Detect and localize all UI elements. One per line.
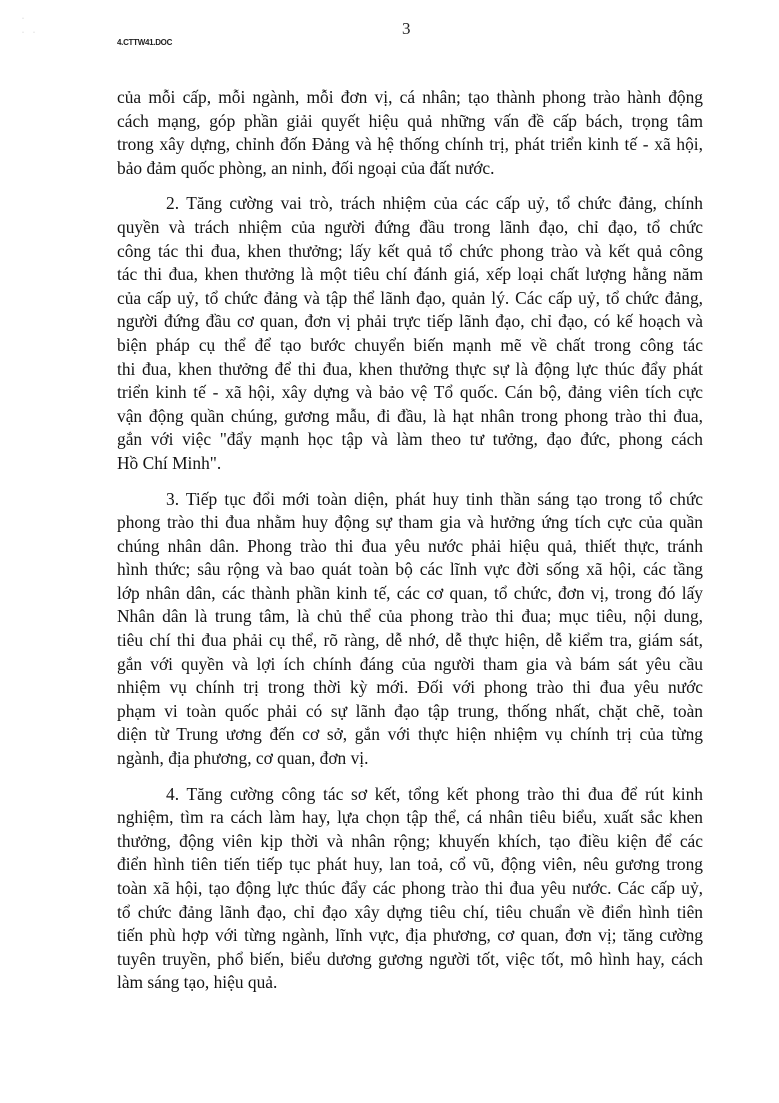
text-line-content: điển hình tiên tiến tiếp tục phát huy, lan toả, cổ vũ, động viên, nêu gương trong — [117, 854, 703, 875]
text-line-content: 3. Tiếp tục đổi mới toàn diện, phát huy tinh thần sáng tạo trong tổ chức — [166, 488, 703, 509]
text-line-content: công tác thi đua, khen thưởng; lấy kết quả tổ chức phong trào và kết quả công — [117, 240, 703, 261]
text-line — [117, 263, 703, 287]
scan-specks: · · · — [22, 16, 35, 36]
text-line-content: toàn xã hội, tạo động lực thúc đẩy các phong trào thi đua yêu nước. Các cấp uỷ, — [117, 878, 703, 898]
text-line-content: quyền và trách nhiệm của người đứng đầu trong lãnh đạo, chỉ đạo, tổ chức — [117, 216, 703, 237]
text-line-content: Hồ Chí Minh". — [117, 452, 222, 473]
text-line — [117, 558, 703, 582]
text-line-content: nghiệm, tìm ra cách làm hay, lựa chọn tập thể, cá nhân tiêu biểu, xuất sắc khen — [117, 807, 703, 828]
text-line-content: phong trào thi đua nhằm huy động sự tham gia và hưởng ứng tích cực của quần — [117, 512, 703, 533]
text-line — [117, 783, 703, 807]
text-line-content: làm sáng tạo, hiệu quả. — [117, 972, 278, 993]
text-line-content: gắn với quyền và lợi ích chính đáng của người tham gia và bám sát yêu cầu — [117, 653, 703, 674]
text-line-content: chúng nhân dân. Phong trào thi đua yêu nước phải hiệu quả, thiết thực, tránh — [117, 535, 703, 556]
text-line — [117, 877, 703, 901]
text-line — [117, 948, 703, 972]
text-line-content: 2. Tăng cường vai trò, trách nhiệm của các cấp uỷ, tổ chức đảng, chính — [166, 193, 703, 214]
text-line-content: tuyên truyền, phổ biến, biểu dương gương người tốt, việc tốt, mô hình hay, cách — [117, 948, 703, 969]
text-line — [117, 488, 703, 512]
document-body — [117, 86, 703, 1007]
text-line — [117, 901, 703, 925]
text-line-content: của mỗi cấp, mỗi ngành, mỗi đơn vị, cá nhân; tạo thành phong trào hành động — [117, 87, 703, 107]
text-line — [117, 830, 703, 854]
text-line — [117, 157, 703, 181]
text-line-content: triển kinh tế - xã hội, xây dựng và bảo vệ Tổ quốc. Cán bộ, đảng viên tích cực — [117, 382, 703, 403]
text-line — [117, 535, 703, 559]
text-line — [117, 133, 703, 157]
text-line-content: lớp nhân dân, các thành phần kinh tế, các cơ quan, tổ chức, đơn vị, trong đó lấy — [117, 582, 703, 603]
page-number: 3 — [402, 19, 411, 38]
text-line — [117, 511, 703, 535]
text-line-content: gắn với việc "đẩy mạnh học tập và làm theo tư tưởng, đạo đức, phong cách — [117, 429, 703, 450]
text-line — [117, 653, 703, 677]
text-line — [117, 605, 703, 629]
text-line — [117, 971, 703, 995]
text-line — [117, 405, 703, 429]
text-line-content: phạm vi toàn quốc phải có sự lãnh đạo tập trung, thống nhất, chặt chẽ, toàn — [117, 700, 703, 721]
text-line — [117, 582, 703, 606]
text-line-content: vận động quần chúng, gương mẫu, đi đầu, là hạt nhân trong phong trào thi đua, — [117, 405, 703, 426]
text-line-content: diện từ Trung ương đến cơ sở, gắn với thực hiện nhiệm vụ chính trị của từng — [117, 724, 703, 745]
text-line — [117, 629, 703, 653]
text-line — [117, 700, 703, 724]
paragraph-1 — [117, 86, 703, 180]
text-line-content: tác thi đua, khen thưởng là một tiêu chí đánh giá, xếp loại chất lượng hằng năm — [117, 264, 703, 285]
text-line — [117, 216, 703, 240]
text-line — [117, 924, 703, 948]
text-line — [117, 452, 703, 476]
text-line — [117, 428, 703, 452]
text-line-content: tổ chức đảng lãnh đạo, chỉ đạo xây dựng tiêu chí, tiêu chuẩn về điển hình tiên — [117, 901, 703, 922]
text-line-content: người đứng đầu cơ quan, đơn vị phải trực tiếp lãnh đạo, chỉ đạo, có kế hoạch và — [117, 311, 703, 332]
text-line-content: bảo đảm quốc phòng, an ninh, đối ngoại của đất nước. — [117, 157, 495, 178]
text-line — [117, 853, 703, 877]
text-line-content: hình thức; sâu rộng và bao quát toàn bộ các lĩnh vực đời sống xã hội, các tầng — [117, 559, 703, 580]
text-line — [117, 723, 703, 747]
text-line — [117, 310, 703, 334]
paragraph-3 — [117, 488, 703, 771]
paragraph-2 — [117, 192, 703, 475]
text-line-content: của cấp uỷ, tổ chức đảng và tập thể lãnh đạo, quản lý. Các cấp uỷ, tổ chức đảng, — [117, 287, 703, 308]
text-line-content: trong xây dựng, chỉnh đốn Đảng và hệ thống chính trị, phát triển kinh tế - xã hội, — [117, 134, 703, 155]
text-line — [117, 110, 703, 134]
text-line-content: nhiệm vụ chính trị trong thời kỳ mới. Đối với phong trào thi đua yêu nước — [117, 677, 703, 698]
text-line-content: thưởng, động viên kịp thời và nhân rộng; khuyến khích, tạo điều kiện để các — [117, 830, 703, 851]
text-line-content: 4. Tăng cường công tác sơ kết, tổng kết phong trào thi đua để rút kinh — [166, 783, 703, 804]
text-line — [117, 192, 703, 216]
paragraph-4 — [117, 783, 703, 995]
text-line-content: biện pháp cụ thể để tạo bước chuyển biến mạnh mẽ về chất trong công tác — [117, 334, 703, 355]
text-line — [117, 86, 703, 110]
text-line — [117, 358, 703, 382]
text-line — [117, 676, 703, 700]
text-line — [117, 747, 703, 771]
text-line — [117, 806, 703, 830]
text-line — [117, 381, 703, 405]
text-line — [117, 240, 703, 264]
document-file-name: 4.CTTW41.DOC — [117, 38, 173, 47]
text-line-content: ngành, địa phương, cơ quan, đơn vị. — [117, 748, 369, 769]
text-line-content: cách mạng, góp phần giải quyết hiệu quả những vấn đề cấp bách, trọng tâm — [117, 110, 703, 131]
text-line — [117, 287, 703, 311]
text-line-content: Nhân dân là trung tâm, là chủ thể của phong trào thi đua; mục tiêu, nội dung, — [117, 606, 703, 627]
text-line-content: tiêu chí thi đua phải cụ thể, rõ ràng, dễ nhớ, dễ thực hiện, dễ kiểm tra, giám sát, — [117, 630, 703, 651]
text-line — [117, 334, 703, 358]
text-line-content: tiến phù hợp với từng ngành, lĩnh vực, địa phương, cơ quan, đơn vị; tăng cường — [117, 925, 703, 946]
text-line-content: thi đua, khen thưởng để thi đua, khen thưởng thực sự là động lực thúc đẩy phát — [117, 358, 703, 379]
